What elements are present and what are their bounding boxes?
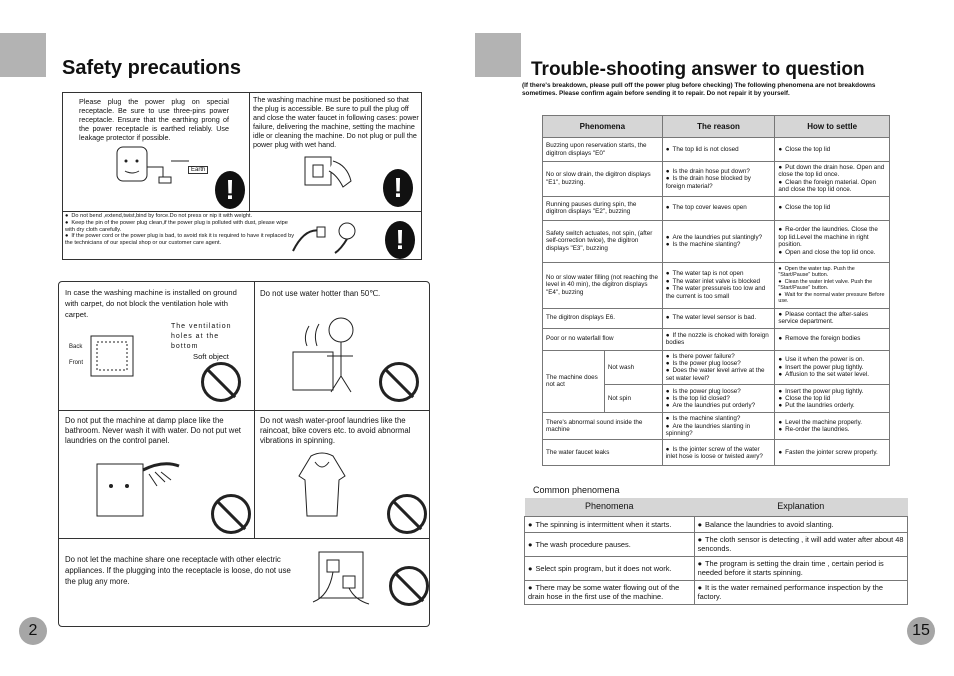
cell-settle: ● Close the top lid [778, 395, 886, 402]
cell-settle: ● Close the top lid [778, 146, 886, 153]
page-tab-right [475, 33, 521, 77]
cell-settle: ● Re-order the laundries. [778, 426, 886, 433]
common-header-phenomena: Phenomena [525, 498, 695, 516]
table-row [525, 556, 908, 580]
cell-phenomenon: The digitron displays E6. [543, 308, 663, 328]
table-row [525, 516, 908, 532]
common-phenomenon: ● The wash procedure pauses. [528, 540, 691, 549]
receptacle-text: Do not let the machine share one receptacle with other electric appliances. If the plugging into the receptacle is loose, do not use the plug any more. [65, 555, 291, 586]
intro-text: (If there's breakdown, please pull off the power plug before checking) The following phenomena are not breakdowns sometimes. Please confirm again before sending it to repair. Do not repair it by yourself. [522, 82, 876, 97]
soft-object-label: Soft object [193, 352, 229, 361]
cell-phenomenon: There's abnormal sound inside the machine [543, 413, 663, 440]
cell-settle: ● Fasten the jointer screw properly. [778, 449, 886, 456]
damp-illustration [93, 450, 183, 522]
common-phenomenon: ● Select spin program, but it does not work. [528, 564, 691, 573]
cell-reason: ● The top lid is not closed [666, 146, 772, 153]
warning-icon: ! [383, 169, 413, 207]
cell-reason: ● Are the laundries put orderly? [666, 402, 772, 409]
common-phenomenon: ● The spinning is intermittent when it starts. [528, 520, 691, 529]
machine-bottom-illustration [89, 334, 135, 378]
ventilation-text: In case the washing machine is installed on ground with carpet, do not block the ventilation hole with carpet. [65, 288, 237, 319]
cell-reason: ● The water tap is not open [666, 270, 772, 277]
table-row [525, 532, 908, 556]
cell-phenomenon: Safety switch actuates, not spin, (after self-correction twice), the digitron displays "E3", buzzing [543, 220, 663, 262]
position-text: The washing machine must be positioned so that the plug is accessible. Be sure to pull the plug off and close the water faucet in following cases: power failure, delivering the machine, setting the machine idle or cleaning the machine. Do not plug or pull the power plug with wet hand. [253, 95, 419, 149]
cell-phenomenon: The water faucet leaks [543, 440, 663, 466]
cell-settle: ● Wait for the normal water pressure Before use. [778, 292, 886, 305]
cell-reason: ● Is the power plug loose? [666, 388, 772, 395]
cord-bullet-1: ● Do not bend ,extend,twist,bind by force.Do not press or nip it with weight. [65, 213, 295, 220]
common-explanation: ● Balance the laundries to avoid slanting. [698, 520, 904, 529]
cell-settle: ● Clean the water inlet valve. Push the "Start/Pause" button. [778, 279, 886, 292]
front-label: Front [69, 360, 84, 366]
common-phenomenon: ● There may be some water flowing out of the drain hose in the first use of the machine. [528, 583, 691, 601]
page-title-left: Safety precautions [62, 57, 241, 79]
cell-reason: ● Are the laundries put slantingly? [666, 234, 772, 241]
plug-cord-illustration [291, 223, 327, 255]
cell-sub-phenomenon: Not wash [604, 350, 662, 385]
cell-reason: ● Does the water level arrive at the set water level? [666, 367, 772, 382]
header-phenomena: Phenomena [543, 116, 663, 138]
table-row [543, 220, 890, 262]
common-phenomena-table [524, 498, 908, 605]
cell-settle: ● Close the top lid [778, 204, 886, 211]
common-header-explanation: Explanation [694, 498, 907, 516]
cell-settle: ● Use it when the power is on. [778, 356, 886, 363]
cell-phenomenon: The machine does not act [543, 350, 605, 413]
plug-text: Please plug the power plug on special receptacle. Be sure to use three-pins power receptacle. Ensure that the earthing prong of the power receptacle is earthed reliably. Use leakage protector if possible. [79, 97, 229, 142]
cell-reason: ● Is the drain hose put down? [666, 168, 772, 175]
cell-settle: ● Open the water tap. Push the "Start/Pause" button. [778, 266, 886, 279]
prohibited-icon [389, 566, 429, 606]
cell-phenomenon: Buzzing upon reservation starts, the digitron displays "E0" [543, 138, 663, 162]
table-row [543, 328, 890, 350]
cell-reason: ● If the nozzle is choked with foreign bodies [666, 332, 772, 347]
table-row [543, 308, 890, 328]
warning-icon: ! [215, 171, 245, 209]
table-row [543, 350, 890, 385]
page-tab-left [0, 33, 46, 77]
cell-settle: ● Remove the foreign bodies [778, 335, 886, 342]
cell-settle: ● Please contact the after-sales service department. [778, 311, 886, 326]
cord-bullet-2: ● Keep the pin of the power plug clean,if the power plug is polluted with dust, please wipe with dry cloth carefully. [65, 220, 295, 234]
cell-reason: ● Is the top lid closed? [666, 395, 772, 402]
cell-reason: ● The water level sensor is bad. [666, 314, 772, 321]
table-row [543, 162, 890, 197]
hot-water-illustration [287, 306, 363, 394]
cell-reason: ● Is the jointer screw of the water inlet hose is loose or twisted awry? [666, 446, 772, 461]
cord-bullet-3: ● If the power cord or the power plug is bad, to avoid risk it is required to have it replaced by the technicians of our special shop or our customer care agent. [65, 233, 295, 247]
prohibited-icon [379, 362, 419, 402]
table-row [543, 413, 890, 440]
prohibited-icon [211, 494, 251, 534]
cell-settle: ● Put the laundries orderly. [778, 402, 886, 409]
cell-reason: ● Is the machine slanting? [666, 241, 772, 248]
cell-reason: ● The water inlet valve is blocked [666, 278, 772, 285]
troubleshooting-table [542, 115, 890, 466]
cell-phenomenon: No or slow drain, the digitron displays "E1", buzzing. [543, 162, 663, 197]
safety-box-usage [58, 281, 430, 627]
socket-hand-illustration [303, 151, 357, 191]
common-explanation: ● The program is setting the drain time , certain period is needed before it starts spinning. [698, 559, 904, 577]
table-row [543, 262, 890, 308]
table-row [543, 196, 890, 220]
raincoat-illustration [295, 452, 349, 520]
table-row [543, 138, 890, 162]
cell-sub-phenomenon: Not spin [604, 385, 662, 413]
plug-cord-illustration [331, 219, 367, 255]
prohibited-icon [387, 494, 427, 534]
header-reason: The reason [662, 116, 775, 138]
prohibited-icon [201, 362, 241, 402]
cell-phenomenon: Running pauses during spin, the digitron displays "E2", buzzing [543, 196, 663, 220]
cell-reason: ● Are the laundries slanting in spinning? [666, 423, 772, 438]
hot-water-text: Do not use water hotter than 50℃. [260, 289, 381, 298]
cell-settle: ● Level the machine properly. [778, 419, 886, 426]
table-row [525, 580, 908, 604]
common-explanation: ● The cloth sensor is detecting , it will add water after about 48 senconds. [698, 535, 904, 553]
cell-phenomenon: Poor or no waterfall flow [543, 328, 663, 350]
cell-reason: ● Is the power plug loose? [666, 360, 772, 367]
earth-label: Earth [188, 166, 208, 174]
cell-settle: ● Insert the power plug tightly. [778, 388, 886, 395]
cell-reason: ● The top cover leaves open [666, 204, 772, 211]
safety-box-power [62, 92, 422, 260]
table-row [543, 440, 890, 466]
cell-settle: ● Re-order the laundries. Close the top lid.Level the machine in right position. [778, 226, 886, 248]
cord-bullets [65, 213, 295, 247]
cell-phenomenon: No or slow water filling (not reaching the level in 40 min), the digitron displays "E4", buzzing [543, 262, 663, 308]
cell-reason: ● Is there power failure? [666, 353, 772, 360]
socket-illustration [309, 546, 379, 606]
cell-settle: ● Clean the foreign material. Open and close the top lid once. [778, 179, 886, 194]
page-number-left: 2 [19, 617, 47, 645]
page-number-right: 15 [907, 617, 935, 645]
page-title-right: Trouble-shooting answer to question [531, 59, 865, 80]
damp-text: Do not put the machine at damp place like the bathroom. Never wash it with water. Do not put wet laundries on the control panel. [65, 416, 241, 445]
warning-icon: ! [385, 221, 415, 259]
washer-plug-illustration [115, 141, 193, 185]
back-label: Back [69, 344, 83, 350]
cell-reason: ● Is the machine slanting? [666, 415, 772, 422]
cell-settle: ● Put down the drain hose. Open and close the top lid once. [778, 164, 886, 179]
common-explanation: ● It is the water remained performance inspection by the factory. [698, 583, 904, 601]
cell-reason: ● The water pressureis too low and the current is too small [666, 285, 772, 300]
common-phenomena-title: Common phenomena [533, 485, 620, 495]
cell-settle: ● Affusion to the set water level. [778, 371, 886, 378]
ventilation-label: The ventilation holes at the bottom [171, 323, 232, 350]
header-settle: How to settle [775, 116, 890, 138]
cell-settle: ● Open and close the top lid once. [778, 249, 886, 256]
cell-reason: ● Is the drain hose blocked by foreign material? [666, 175, 772, 190]
cell-settle: ● Insert the power plug tightly. [778, 364, 886, 371]
waterproof-text: Do not wash water-proof laundries like the raincoat, bike covers etc. to avoid abnormal vibrations in spinning. [260, 416, 411, 445]
